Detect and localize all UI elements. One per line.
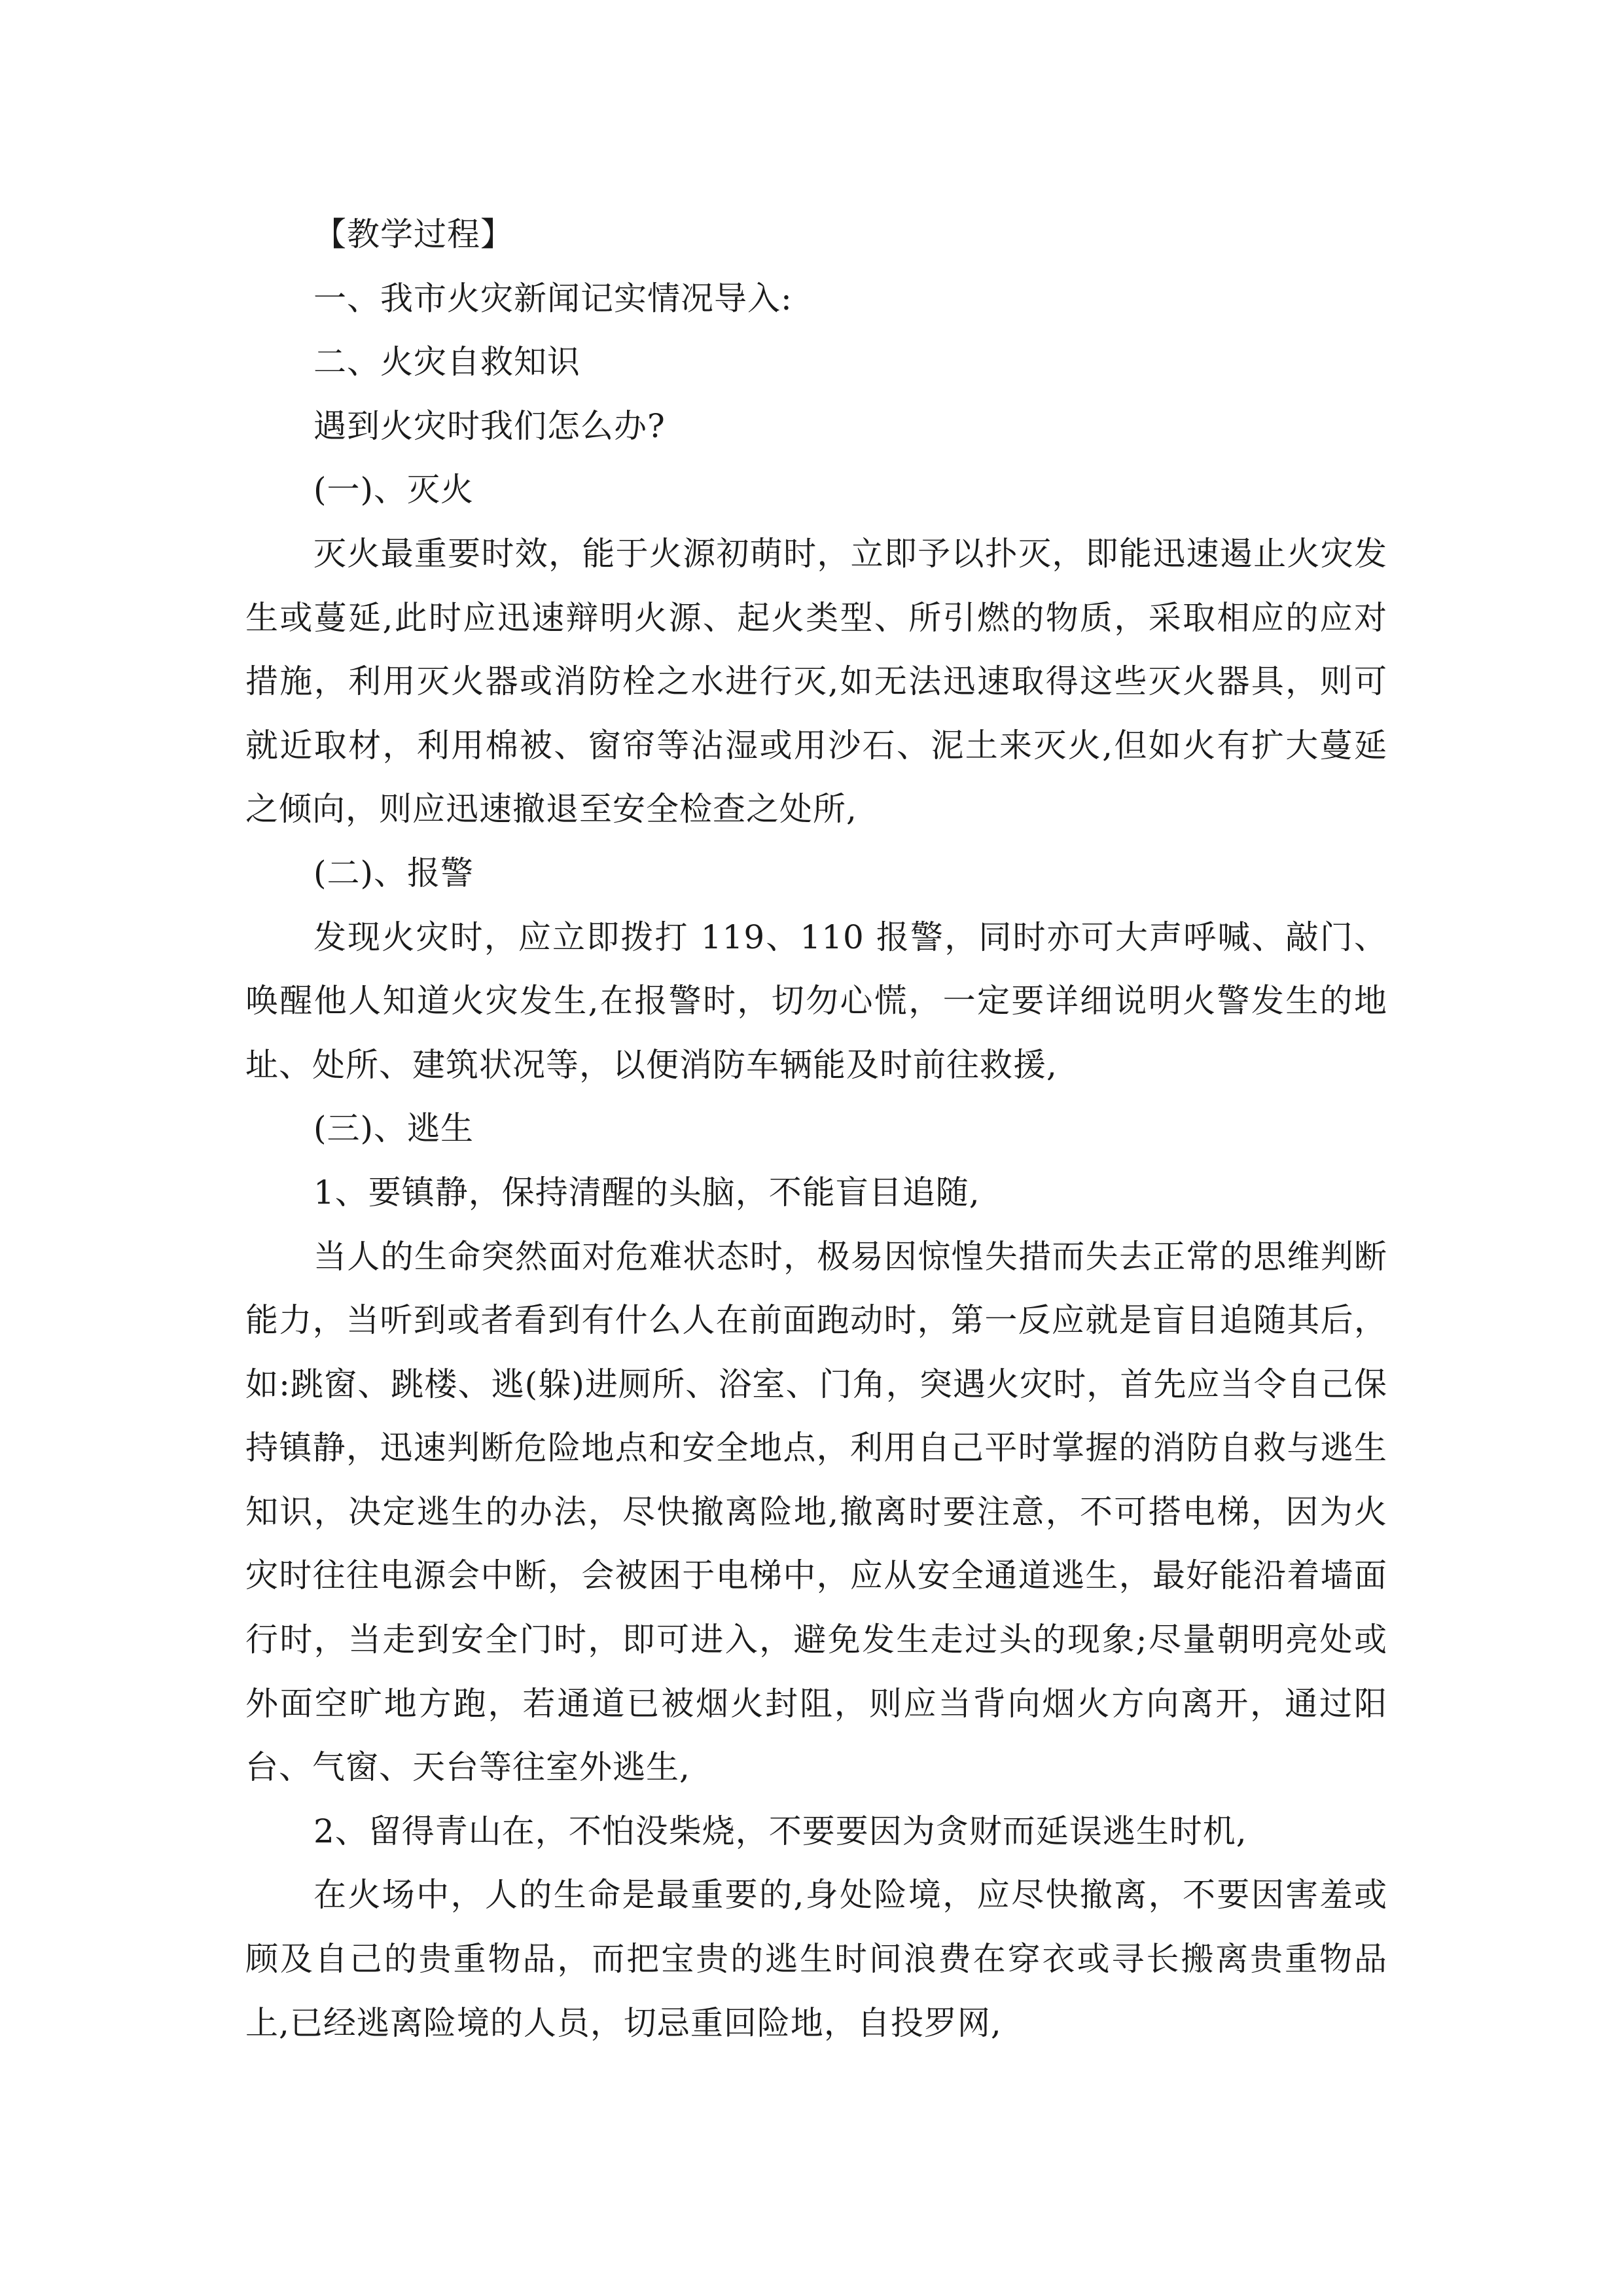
heading-news-intro: 一、我市火灾新闻记实情况导入: <box>313 279 793 317</box>
point-life-first: 2、留得青山在，不怕没柴烧，不要要因为贪财而延误逃生时机, <box>313 1812 1247 1850</box>
question-line: 遇到火灾时我们怎么办? <box>313 406 666 445</box>
paragraph-stay-calm: 当人的生命突然面对危难状态时，极易因惊惶失措而失去正常的思维判断能力，当听到或者看到有什么人在前面跑动时，第一反应就是盲目追随其后，如:跳窗、跳楼、逃(躲)进厕所、浴室、门角，突遇火灾时，首先应当令自己保持镇静，迅速判断危险地点和安全地点，利用自己平时掌握的消防自救与逃生知识，决定逃生的办法，尽快撤离险地,撤离时要注意，不可搭电梯，因为火灾时往往电源会中断，会被困于电梯中，应从安全通道逃生，最好能沿着墙面行时，当走到安全门时，即可进入，避免发生走过头的现象;尽量朝明亮处或外面空旷地方跑，若通道已被烟火封阻，则应当背向烟火方向离开，通过阳台、气窗、天台等往室外逃生, <box>245 1237 1387 1787</box>
subheading-extinguish: (一)、灭火 <box>313 471 474 509</box>
section-heading-teaching-process: 【教学过程】 <box>313 215 514 253</box>
subheading-escape: (三)、逃生 <box>313 1109 474 1148</box>
heading-self-rescue: 二、火灾自救知识 <box>313 343 580 382</box>
point-stay-calm: 1、要镇静，保持清醒的头脑，不能盲目追随, <box>313 1173 980 1211</box>
document-body <box>245 203 1387 2055</box>
paragraph-life-first: 在火场中，人的生命是最重要的,身处险境，应尽快撤离，不要因害羞或顾及自己的贵重物品，而把宝贵的逃生时间浪费在穿衣或寻长搬离贵重物品上,已经逃离险境的人员，切忌重回险地，自投罗网, <box>245 1876 1387 2042</box>
paragraph-extinguish: 灭火最重要时效，能于火源初萌时，立即予以扑灭，即能迅速遏止火灾发生或蔓延,此时应迅速辩明火源、起火类型、所引燃的物质，采取相应的应对措施，利用灭火器或消防栓之水进行灭,如无法迅速取得这些灭火器具，则可就近取材，利用棉被、窗帘等沾湿或用沙石、泥土来灭火,但如火有扩大蔓延之倾向，则应迅速撤退至安全检查之处所, <box>245 534 1387 829</box>
subheading-alarm: (二)、报警 <box>313 853 474 892</box>
paragraph-alarm: 发现火灾时，应立即拨打 119、110 报警，同时亦可大声呼喊、敲门、唤醒他人知道火灾发生,在报警时，切勿心慌，一定要详细说明火警发生的地址、处所、建筑状况等，以便消防车辆能及时前往救援, <box>245 918 1387 1084</box>
